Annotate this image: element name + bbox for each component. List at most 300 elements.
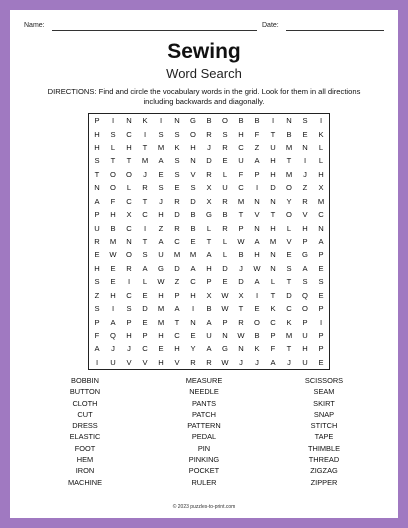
grid-letter: H [318, 169, 324, 179]
grid-letter: E [318, 357, 324, 367]
header-line [24, 22, 384, 34]
grid-letter: Z [174, 277, 180, 287]
grid-letter: S [158, 183, 164, 193]
grid-letter: I [127, 277, 131, 287]
vocabulary-word: HEM [76, 455, 94, 465]
grid-letter: T [94, 169, 100, 179]
grid-letter: P [318, 250, 324, 260]
vocabulary-word: CLOTH [72, 398, 98, 408]
grid-letter: M [317, 196, 325, 206]
grid-letter: Y [286, 196, 292, 206]
vocabulary-word: ELASTIC [69, 432, 101, 442]
vocabulary-word: PIN [197, 443, 211, 453]
vocabulary-word: THIMBLE [307, 443, 341, 453]
grid-letter: A [174, 304, 180, 314]
grid-letter: P [318, 344, 324, 354]
grid-letter: N [126, 116, 132, 126]
grid-letter: P [206, 277, 212, 287]
grid-letter: G [222, 344, 228, 354]
grid-letter: O [110, 169, 116, 179]
grid-letter: H [94, 143, 100, 153]
grid-letter: V [174, 357, 180, 367]
grid-letter: B [190, 210, 196, 220]
grid-letter: L [142, 277, 148, 287]
vocabulary-word: BOBBIN [71, 376, 99, 385]
grid-letter: C [318, 210, 324, 220]
grid-letter: W [157, 277, 165, 287]
grid-letter: K [286, 317, 292, 327]
grid-letter: L [286, 223, 292, 233]
grid-letter: T [286, 344, 292, 354]
grid-letter: V [142, 357, 148, 367]
grid-letter: R [174, 223, 180, 233]
vocabulary-word: IRON [75, 466, 95, 476]
grid-letter: V [190, 169, 196, 179]
grid-letter: Z [158, 223, 164, 233]
grid-letter: H [94, 129, 100, 139]
grid-letter: P [270, 330, 276, 340]
grid-letter: N [270, 196, 276, 206]
grid-letter: M [285, 169, 293, 179]
grid-letter: P [238, 223, 244, 233]
grid-letter: C [174, 236, 180, 246]
grid-letter: U [222, 183, 228, 193]
grid-letter: E [142, 290, 148, 300]
grid-letter: R [206, 169, 212, 179]
grid-letter: D [174, 263, 180, 273]
grid-letter: A [254, 236, 260, 246]
grid-letter: K [174, 143, 180, 153]
vocabulary-word: FOOT [74, 443, 96, 453]
grid-letter: N [270, 263, 276, 273]
grid-letter: T [206, 236, 212, 246]
grid-letter: E [158, 344, 164, 354]
grid-letter: O [126, 169, 132, 179]
grid-letter: V [302, 210, 308, 220]
grid-letter: E [190, 236, 196, 246]
grid-letter: C [142, 210, 148, 220]
grid-letter: C [126, 129, 132, 139]
grid-letter: X [206, 183, 212, 193]
vocabulary-word: MEASURE [185, 376, 223, 385]
grid-letter: U [302, 357, 308, 367]
grid-letter: J [207, 143, 211, 153]
grid-letter: U [238, 156, 244, 166]
grid-letter: T [270, 129, 276, 139]
grid-letter: O [190, 129, 196, 139]
grid-letter: N [190, 317, 196, 327]
grid-letter: S [142, 250, 148, 260]
grid-letter: R [206, 129, 212, 139]
grid-letter: D [222, 263, 228, 273]
vocabulary-word: SEAM [313, 387, 335, 397]
grid-letter: B [190, 223, 196, 233]
grid-letter: E [222, 277, 228, 287]
grid-letter: D [286, 290, 292, 300]
grid-letter: R [206, 357, 212, 367]
grid-letter: E [94, 250, 100, 260]
grid-letter: N [126, 236, 132, 246]
grid-letter: B [254, 330, 260, 340]
grid-letter: R [142, 183, 148, 193]
grid-letter: I [255, 290, 259, 300]
grid-letter: E [158, 169, 164, 179]
grid-letter: H [270, 169, 276, 179]
grid-letter: X [238, 290, 244, 300]
grid-letter: D [142, 304, 148, 314]
grid-letter: T [126, 156, 132, 166]
grid-letter: L [110, 143, 116, 153]
grid-letter: T [110, 156, 116, 166]
grid-letter: D [238, 277, 244, 287]
vocabulary-word: BUTTON [69, 387, 101, 397]
grid-letter: C [126, 290, 132, 300]
grid-letter: W [109, 250, 117, 260]
grid-letter: B [222, 210, 228, 220]
date-label: Date: [262, 22, 279, 29]
grid-letter: E [174, 183, 180, 193]
grid-letter: L [270, 277, 276, 287]
grid-letter: R [94, 236, 100, 246]
grid-letter: O [222, 116, 228, 126]
vocabulary-word: NEEDLE [189, 387, 219, 397]
grid-letter: T [174, 317, 180, 327]
grid-letter: S [174, 169, 180, 179]
grid-letter: I [319, 116, 323, 126]
grid-letter: I [95, 357, 99, 367]
vocabulary-word: ZIPPER [310, 477, 338, 487]
grid-letter: U [302, 330, 308, 340]
vocabulary-word: SNAP [313, 409, 335, 419]
name-label: Name: [24, 22, 45, 29]
grid-letter: H [270, 156, 276, 166]
puzzle-title: Sewing [167, 40, 241, 63]
grid-letter: S [302, 277, 308, 287]
grid-letter: C [190, 277, 196, 287]
grid-letter: R [222, 196, 228, 206]
grid-letter: I [143, 129, 147, 139]
grid-letter: P [142, 330, 148, 340]
date-blank-line [286, 30, 384, 31]
grid-letter: U [270, 143, 276, 153]
grid-letter: B [206, 116, 212, 126]
grid-letter: J [143, 169, 147, 179]
grid-letter: S [174, 129, 180, 139]
grid-letter: M [109, 236, 117, 246]
grid-letter: P [126, 317, 132, 327]
grid-letter: E [254, 304, 260, 314]
grid-letter: K [254, 344, 260, 354]
grid-letter: H [190, 290, 196, 300]
vocabulary-word: THREAD [308, 455, 340, 465]
grid-letter: M [157, 304, 165, 314]
grid-letter: S [318, 277, 324, 287]
grid-letter: D [174, 210, 180, 220]
grid-letter: A [318, 236, 324, 246]
grid-letter: S [222, 129, 228, 139]
grid-letter: E [302, 129, 308, 139]
grid-letter: A [206, 344, 212, 354]
vocabulary-word: DRESS [72, 421, 98, 431]
grid-letter: H [110, 290, 116, 300]
grid-letter: T [286, 156, 292, 166]
grid-letter: L [318, 156, 324, 166]
grid-letter: F [238, 169, 244, 179]
grid-letter: A [254, 156, 260, 166]
grid-letter: J [303, 169, 307, 179]
grid-letter: V [286, 236, 292, 246]
grid-letter: J [159, 196, 163, 206]
vocabulary-word: PINKING [188, 455, 220, 465]
grid-letter: L [222, 250, 228, 260]
grid-letter: T [142, 196, 148, 206]
grid-letter: J [287, 357, 291, 367]
grid-letter: H [158, 290, 164, 300]
grid-letter: I [143, 223, 147, 233]
grid-letter: P [254, 169, 260, 179]
grid-letter: R [174, 196, 180, 206]
grid-letter: K [270, 304, 276, 314]
grid-letter: M [285, 143, 293, 153]
grid-letter: Q [110, 330, 116, 340]
grid-letter: G [190, 116, 196, 126]
grid-letter: J [239, 357, 243, 367]
vocabulary-word: ZIGZAG [310, 466, 338, 476]
grid-letter: G [158, 263, 164, 273]
grid-letter: M [269, 236, 277, 246]
grid-letter: T [270, 210, 276, 220]
grid-letter: Z [94, 290, 100, 300]
grid-letter: A [270, 357, 276, 367]
grid-letter: N [254, 223, 260, 233]
grid-letter: V [254, 210, 260, 220]
grid-letter: P [174, 290, 180, 300]
grid-letter: H [110, 210, 116, 220]
grid-letter: E [110, 277, 116, 287]
grid-letter: N [286, 116, 292, 126]
grid-letter: W [237, 330, 245, 340]
grid-letter: N [190, 156, 196, 166]
grid-letter: O [286, 210, 292, 220]
grid-letter: L [318, 143, 324, 153]
worksheet-page [10, 10, 398, 518]
grid-letter: S [94, 277, 100, 287]
grid-letter: R [222, 223, 228, 233]
grid-letter: D [270, 183, 276, 193]
grid-letter: E [318, 290, 324, 300]
grid-letter: B [110, 223, 116, 233]
grid-letter: E [222, 156, 228, 166]
grid-letter: F [94, 330, 100, 340]
grid-letter: N [222, 330, 228, 340]
grid-letter: Z [254, 143, 260, 153]
grid-letter: S [94, 304, 100, 314]
grid-letter: B [238, 250, 244, 260]
grid-letter: I [303, 156, 307, 166]
grid-letter: U [158, 250, 164, 260]
grid-letter: N [254, 196, 260, 206]
grid-letter: W [237, 236, 245, 246]
grid-letter: E [286, 250, 292, 260]
grid-letter: P [318, 304, 324, 314]
vocabulary-word: POCKET [188, 466, 220, 476]
grid-letter: H [126, 143, 132, 153]
grid-letter: A [254, 277, 260, 287]
grid-letter: S [158, 129, 164, 139]
grid-letter: L [126, 183, 132, 193]
grid-letter: R [238, 317, 244, 327]
vocabulary-word: PANTS [191, 398, 217, 408]
vocabulary-word: TAPE [314, 432, 334, 442]
grid-letter: D [206, 156, 212, 166]
grid-letter: W [221, 304, 229, 314]
grid-letter: H [174, 344, 180, 354]
grid-letter: F [270, 344, 276, 354]
directions-text: DIRECTIONS: Find and circle the vocabulary words in the grid. Look for them in all directions including backwards and diagonally. [47, 87, 361, 106]
vocabulary-word: MACHINE [67, 477, 103, 487]
word-column [149, 375, 259, 488]
grid-letter: M [157, 143, 165, 153]
vocabulary-word: RULER [191, 477, 217, 487]
grid-letter: S [286, 263, 292, 273]
grid-letter: I [159, 116, 163, 126]
grid-letter: P [302, 317, 308, 327]
grid-letter: N [318, 223, 324, 233]
grid-letter: A [206, 317, 212, 327]
grid-letter: E [318, 263, 324, 273]
grid-letter: S [94, 156, 100, 166]
grid-letter: N [270, 250, 276, 260]
grid-letter: A [142, 263, 148, 273]
grid-letter: X [206, 290, 212, 300]
grid-letter: P [94, 116, 100, 126]
grid-letter: M [285, 330, 293, 340]
grid-letter: S [302, 116, 308, 126]
grid-letter: T [142, 143, 148, 153]
grid-letter: P [94, 210, 100, 220]
grid-letter: H [158, 210, 164, 220]
grid-letter: E [142, 317, 148, 327]
grid-letter: C [142, 344, 148, 354]
word-list [30, 375, 378, 500]
grid-letter: I [191, 304, 195, 314]
grid-letter: B [238, 116, 244, 126]
grid-letter: R [126, 263, 132, 273]
grid-letter: C [286, 304, 292, 314]
grid-letter: A [206, 250, 212, 260]
grid-letter: W [221, 290, 229, 300]
grid-letter: A [110, 317, 116, 327]
grid-letter: B [254, 116, 260, 126]
vocabulary-word: SCISSORS [304, 376, 344, 385]
grid-letter: T [142, 236, 148, 246]
grid-letter: M [237, 196, 245, 206]
vocabulary-word: CUT [77, 409, 93, 419]
grid-letter: P [94, 317, 100, 327]
grid-letter: H [238, 129, 244, 139]
grid-letter: L [222, 169, 228, 179]
vocabulary-word: SKIRT [313, 398, 335, 408]
vocabulary-word: PEDAL [191, 432, 217, 442]
grid-letter: G [206, 210, 212, 220]
grid-letter: A [158, 236, 164, 246]
grid-letter: S [174, 156, 180, 166]
grid-letter: C [238, 143, 244, 153]
grid-letter: J [255, 357, 259, 367]
grid-letter: C [126, 196, 132, 206]
grid-letter: R [222, 143, 228, 153]
grid-letter: M [157, 317, 165, 327]
grid-letter: F [254, 129, 260, 139]
grid-letter: A [190, 263, 196, 273]
grid-letter: K [318, 129, 324, 139]
grid-letter: P [318, 330, 324, 340]
grid-letter: U [94, 223, 100, 233]
grid-letter: F [110, 196, 116, 206]
grid-letter: H [126, 330, 132, 340]
grid-letter: I [255, 183, 259, 193]
grid-letter: L [206, 223, 212, 233]
grid-letter: R [190, 357, 196, 367]
grid-letter: O [126, 250, 132, 260]
grid-letter: I [111, 116, 115, 126]
grid-letter: V [126, 357, 132, 367]
grid-letter: I [319, 317, 323, 327]
grid-letter: J [127, 344, 131, 354]
grid-letter: O [302, 304, 308, 314]
grid-letter: N [302, 143, 308, 153]
grid-letter: H [206, 263, 212, 273]
grid-letter: W [221, 357, 229, 367]
vocabulary-word: STITCH [310, 421, 338, 431]
grid-letter: U [206, 330, 212, 340]
vocabulary-word: PATCH [192, 409, 216, 419]
name-blank-line [52, 30, 257, 31]
grid-letter: T [270, 290, 276, 300]
grid-letter: N [238, 344, 244, 354]
grid-letter: T [286, 277, 292, 287]
grid-letter: I [271, 116, 275, 126]
grid-letter: M [173, 250, 181, 260]
grid-letter: H [254, 250, 260, 260]
grid-letter: A [94, 196, 100, 206]
grid-letter: D [190, 196, 196, 206]
grid-letter: H [270, 223, 276, 233]
grid-letter: M [189, 250, 197, 260]
grid-letter: A [158, 156, 164, 166]
grid-letter: H [158, 330, 164, 340]
grid-letter: X [206, 196, 212, 206]
grid-letter: A [94, 344, 100, 354]
grid-letter: I [111, 304, 115, 314]
grid-letter: N [94, 183, 100, 193]
grid-letter: N [174, 116, 180, 126]
copyright-text: © 2023 puzzles-to-print.com [172, 504, 236, 510]
grid-letter: H [190, 143, 196, 153]
grid-letter: X [318, 183, 324, 193]
grid-letter: H [302, 344, 308, 354]
grid-letter: O [254, 317, 260, 327]
grid-letter: C [126, 223, 132, 233]
grid-letter: P [302, 236, 308, 246]
grid-letter: B [286, 129, 292, 139]
grid-letter: C [174, 330, 180, 340]
grid-letter: O [286, 183, 292, 193]
grid-letter: H [302, 223, 308, 233]
grid-letter: G [302, 250, 308, 260]
grid-letter: O [110, 183, 116, 193]
grid-letter: E [190, 330, 196, 340]
